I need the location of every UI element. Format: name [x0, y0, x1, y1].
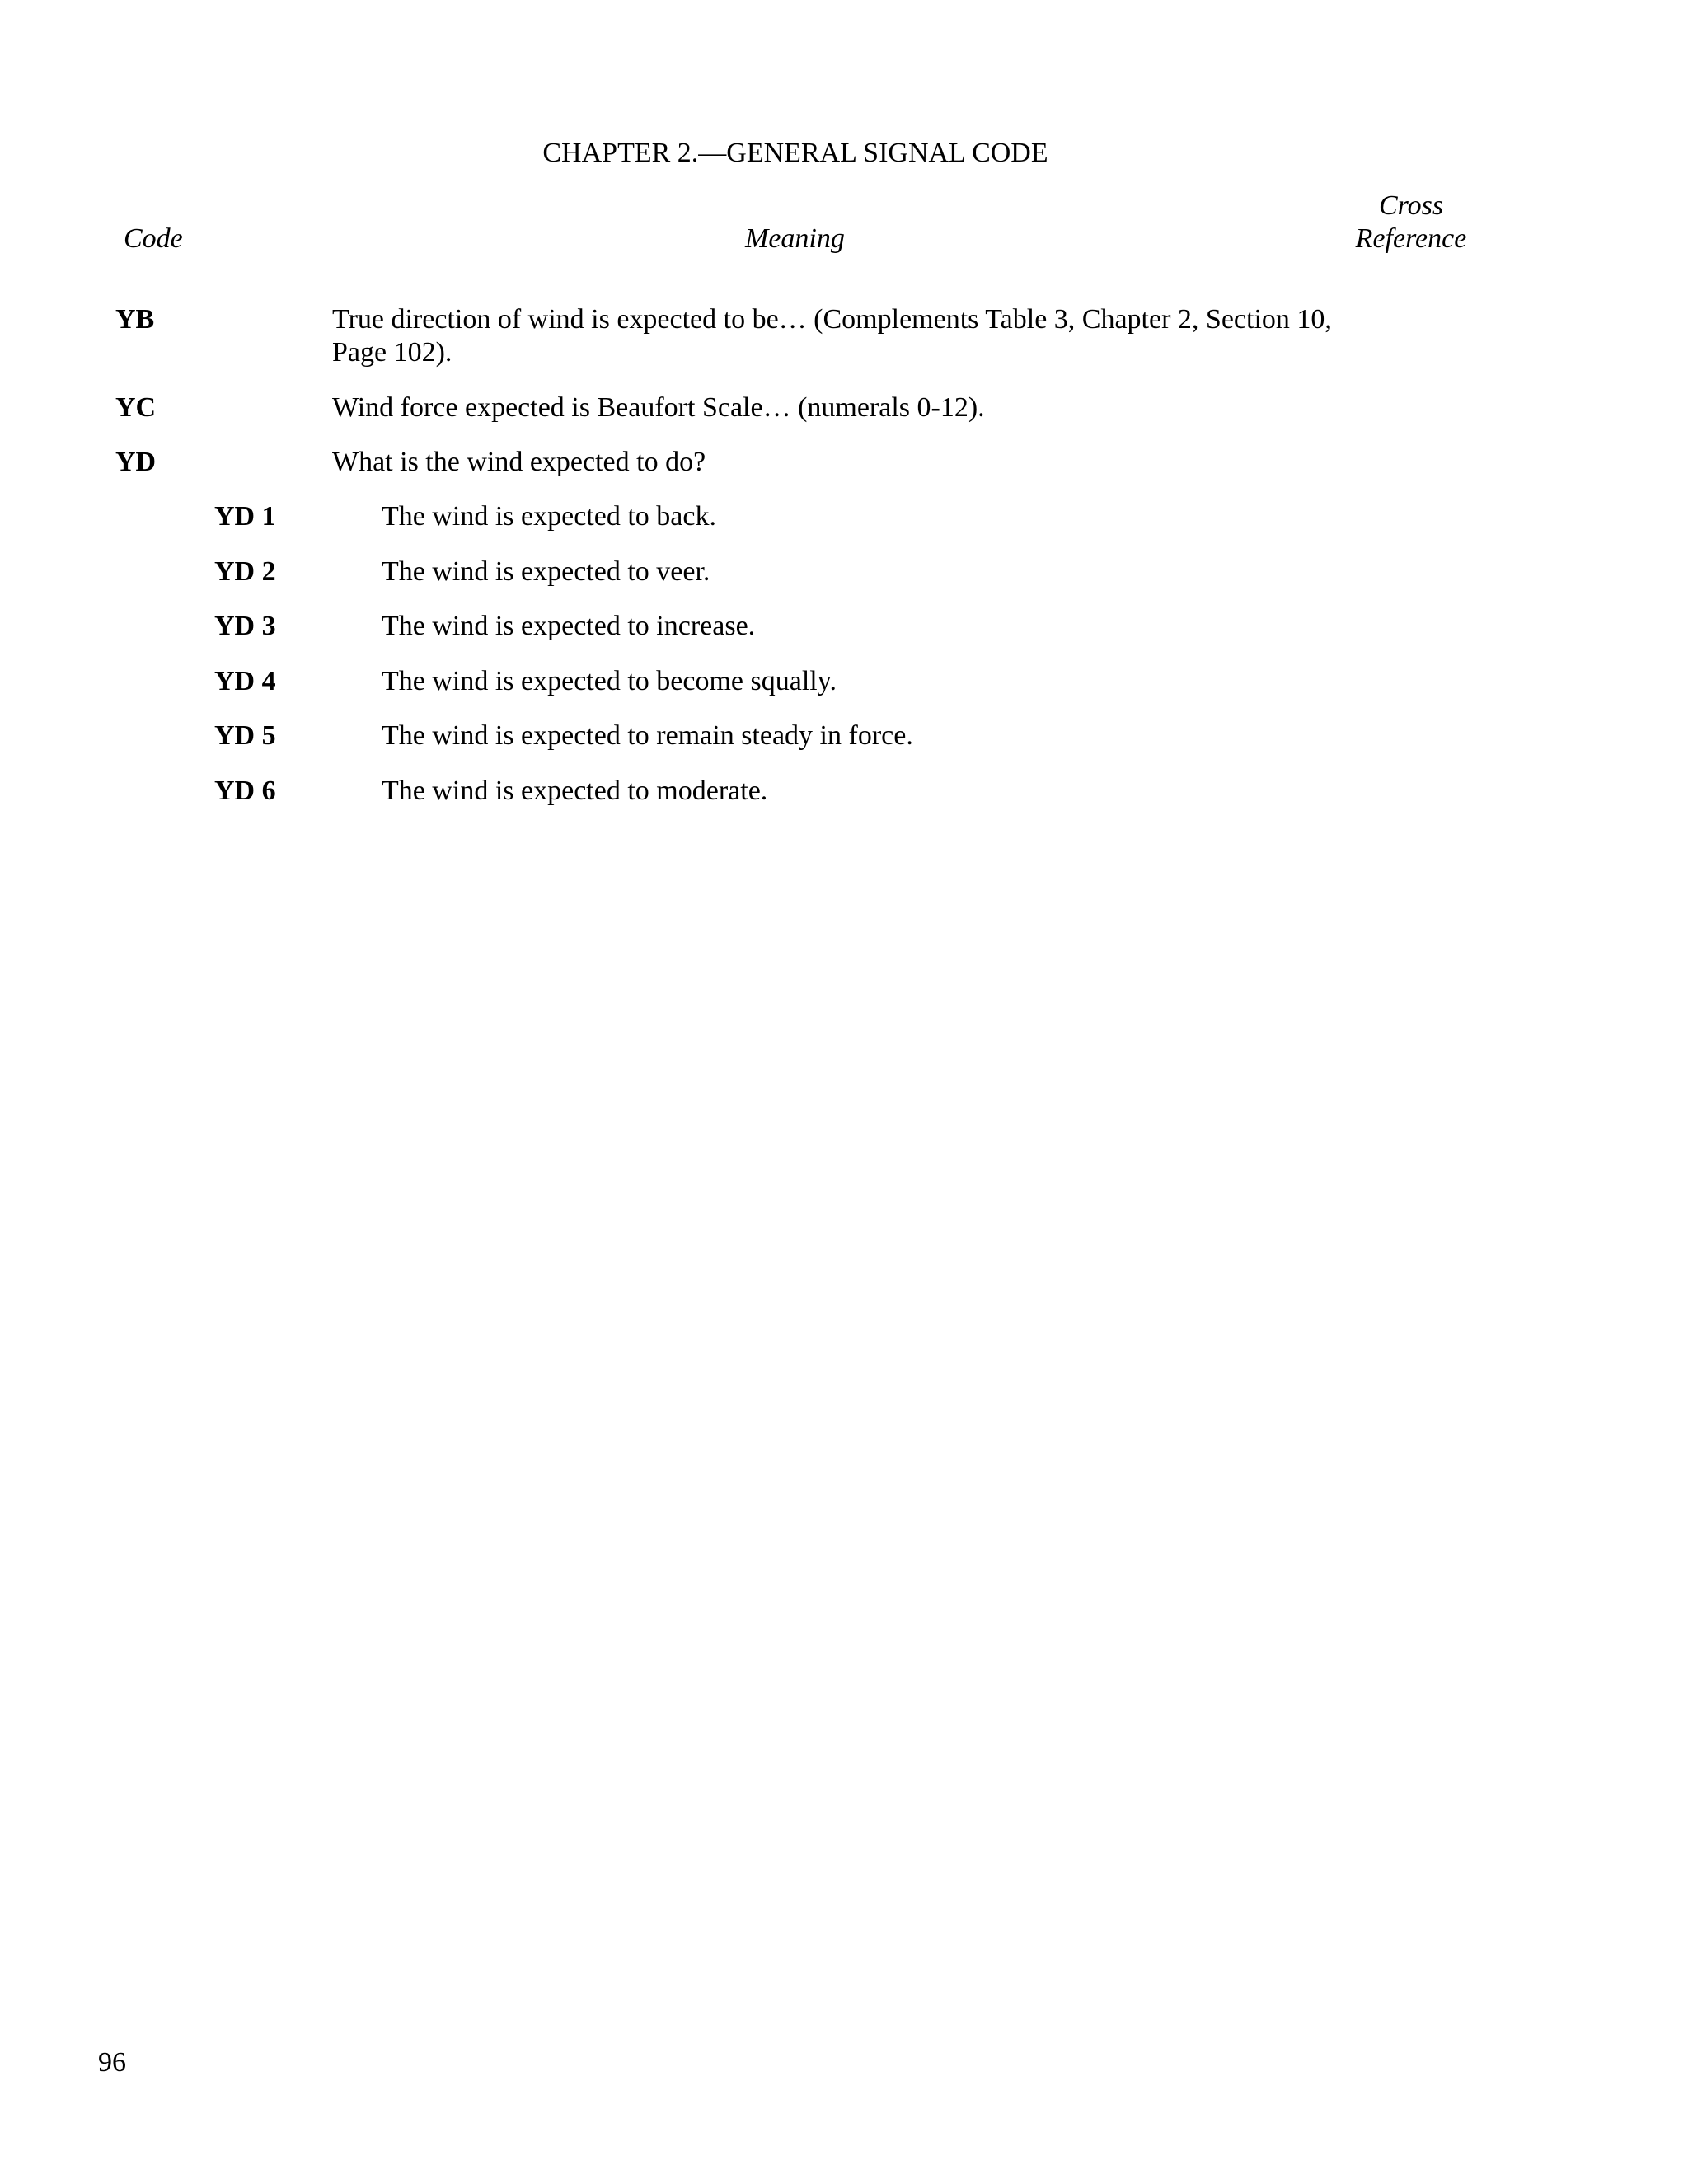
- signal-code: YD: [115, 447, 157, 477]
- signal-code: YC: [115, 392, 157, 423]
- signal-meaning: Wind force expected is Beaufort Scale… (numerals 0-12).: [332, 392, 985, 423]
- signal-subcode: YD 2: [214, 556, 276, 587]
- signal-subcode: YD 3: [214, 611, 276, 641]
- signal-meaning: The wind is expected to back.: [382, 501, 716, 532]
- chapter-title: CHAPTER 2.—GENERAL SIGNAL CODE: [542, 138, 1048, 168]
- signal-meaning: What is the wind expected to do?: [332, 447, 706, 477]
- signal-meaning: The wind is expected to veer.: [382, 556, 710, 587]
- column-header-code: Code: [124, 223, 183, 254]
- signal-meaning: The wind is expected to moderate.: [382, 776, 768, 806]
- signal-subcode: YD 6: [214, 776, 276, 806]
- page-number: 96: [98, 2047, 126, 2078]
- signal-code: YB: [115, 304, 155, 335]
- signal-subcode: YD 5: [214, 720, 276, 751]
- signal-subcode: YD 4: [214, 666, 276, 696]
- signal-subcode: YD 1: [214, 501, 276, 532]
- signal-meaning: The wind is expected to remain steady in force.: [382, 720, 913, 751]
- column-header-meaning: Meaning: [745, 223, 845, 254]
- column-header-cross-line2: Reference: [1355, 223, 1467, 254]
- column-header-cross-reference: [1329, 190, 1493, 255]
- signal-meaning: True direction of wind is expected to be… (Complements Table 3, Chapter 2, Section 10, Page 102).: [332, 304, 1332, 368]
- column-header-cross-line1: Cross: [1378, 190, 1444, 221]
- signal-meaning: The wind is expected to increase.: [382, 611, 756, 641]
- signal-meaning: The wind is expected to become squally.: [382, 666, 837, 696]
